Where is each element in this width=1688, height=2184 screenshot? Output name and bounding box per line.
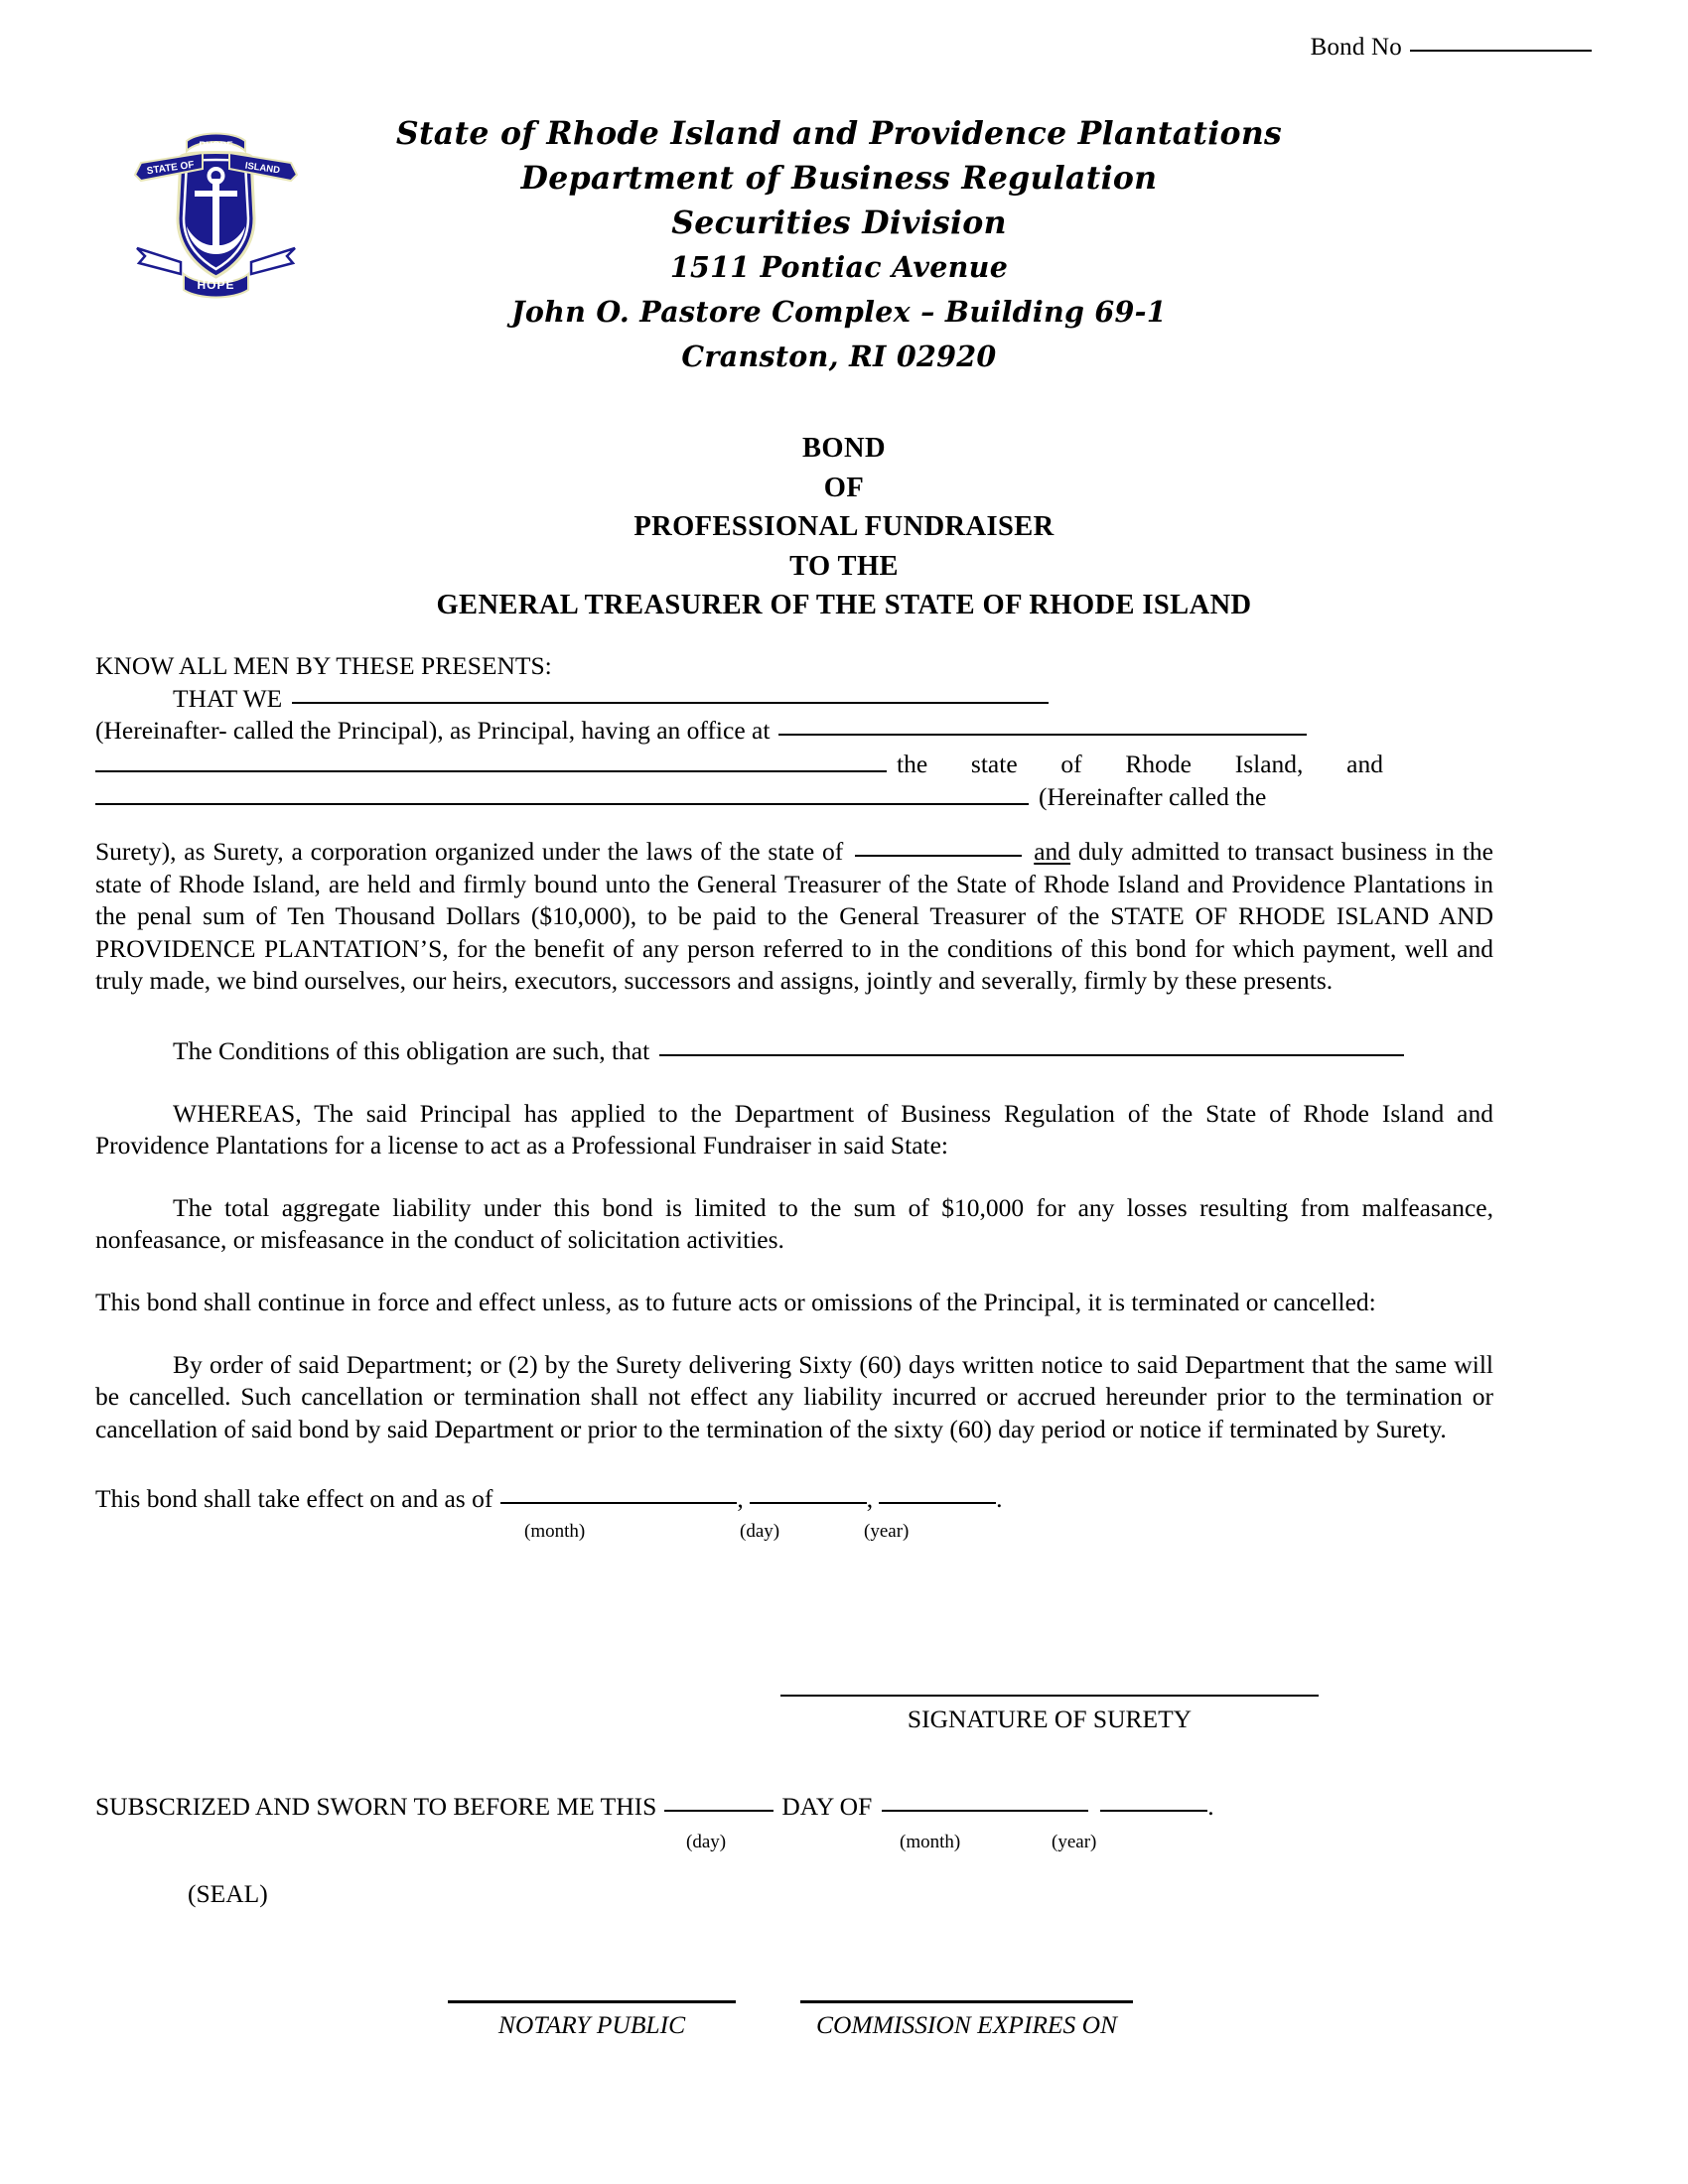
effective-period: . [996,1484,1003,1514]
surety-state-blank[interactable] [855,855,1022,857]
title-line-of: OF [823,472,865,503]
by-order-text: By order of said Department; or (2) by the Surety delivering Sixty (60) days written notice to said Department that the same will be cancelled. Such cancellation or termination shall not effect any liability incurred or accrued hereunder prior to the termination or cancellation of said bond by said Department or prior to the termination of the sixty (60) day period or notice if terminated by Surety. [95,1349,1493,1443]
spacer [95,1068,1493,1098]
sworn-month-blank[interactable] [882,1810,1088,1812]
sworn-sublabel-month: (month) [900,1832,961,1852]
document-body [95,650,1493,1542]
sublabel-day: (day) [740,1520,780,1542]
effective-year-blank[interactable] [879,1502,996,1504]
surety-signature-caption: SIGNATURE OF SURETY [907,1705,1193,1733]
principal-office-blank-1[interactable] [778,734,1307,736]
title-line-general-treasurer: GENERAL TREASURER OF THE STATE OF RHODE ISLAND [436,590,1252,620]
hereinafter-principal-label: (Hereinafter- called the Principal), as Principal, having an office at [95,716,771,746]
office-address-row-2 [95,748,1493,781]
agency-line-division: Securities Division [671,205,1007,241]
surety-paragraph [95,836,1493,998]
whereas-paragraph [95,1098,1493,1162]
spacer [95,998,1493,1035]
sworn-sublabel-year: (year) [1052,1832,1097,1852]
svg-text:STATE OF: STATE OF [146,159,196,178]
surety-and-underlined: and [1034,836,1071,866]
spacer [95,1445,1493,1483]
sworn-statement-row [95,1792,1214,1822]
surety-name-row [95,780,1493,814]
sublabel-year: (year) [864,1520,910,1542]
know-all-men-heading: KNOW ALL MEN BY THESE PRESENTS: [95,651,552,680]
sublabel-month: (month) [524,1520,586,1542]
continue-force-paragraph: This bond shall continue in force and effect unless, as to future acts or omissions of the Principal, it is terminated or cancelled: [95,1287,1376,1316]
commission-expires-caption: COMMISSION EXPIRES ON [815,2010,1118,2039]
bond-number-field [1311,34,1592,62]
svg-text:HOPE: HOPE [197,278,235,292]
sworn-year-blank[interactable] [1100,1810,1207,1812]
spacer [95,1257,1493,1287]
effective-day-blank[interactable] [750,1502,867,1504]
agency-line-department: Department of Business Regulation [520,160,1158,197]
surety-body-text: duly admitted to transact business in the state of Rhode Island, are held and firmly bound unto the General Treasurer of the State of Rhode Island and Providence Plantations in the penal sum of Ten Thousand Dollars ($10,000), to be paid to the General Treasurer of the STATE OF RHODE ISLAND AND PROVIDENCE PLANTATION’S, for the benefit of any person referred to in the conditions of this bond for which payment, well and truly made, we bind ourselves, our heirs, executors, successors and assigns, jointly and severally, firmly by these presents. [95,836,1493,996]
aggregate-text: The total aggregate liability under this bond is limited to the sum of $10,000 for any losses resulting from malfeasance, nonfeasance, or misfeasance in the conduct of solicitation activities. [95,1192,1493,1255]
effective-date-block [95,1483,1493,1542]
bond-number-blank[interactable] [1410,50,1592,52]
hereinafter-called-tail: (Hereinafter called the [1039,782,1267,812]
agency-line-city: Cranston, RI 02920 [681,340,997,373]
surety-name-blank[interactable] [95,780,1029,805]
agency-address [377,111,1301,379]
sworn-dayof-label: DAY OF [781,1792,873,1821]
title-line-to-the: TO THE [789,550,899,582]
conditions-blank[interactable] [659,1054,1404,1056]
surety-signature-blank[interactable] [780,1695,1319,1697]
agency-line-state: State of Rhode Island and Providence Plantations [395,115,1283,152]
title-line-bond: BOND [802,433,886,464]
aggregate-liability-paragraph [95,1192,1493,1257]
surety-intro-text: Surety), as Surety, a corporation organized under the laws of the state of [95,836,844,866]
commission-expires-blank[interactable] [800,2000,1133,2003]
principal-office-blank-2[interactable] [95,748,887,772]
sworn-period: . [1207,1792,1214,1821]
state-seal-icon [129,123,303,300]
sworn-sublabels [95,1832,1493,1857]
notary-public-caption: NOTARY PUBLIC [497,2010,686,2039]
principal-name-blank[interactable] [292,702,1049,704]
principal-office-row [95,715,1493,748]
state-of-ri-tail: the state of Rhode Island, and [897,749,1383,778]
effective-comma-2: , [866,1484,874,1514]
agency-line-street: 1511 Pontiac Avenue [669,250,1009,284]
effective-comma-1: , [737,1484,744,1514]
sworn-day-blank[interactable] [664,1810,774,1812]
that-we-row [95,683,1493,716]
take-effect-label: This bond shall take effect on and as of [95,1484,493,1514]
spacer [95,1319,1493,1349]
svg-text:RHODE: RHODE [199,140,233,151]
sworn-sublabel-day: (day) [686,1832,727,1852]
effective-date-sublabels [95,1516,1493,1542]
effective-month-blank[interactable] [500,1502,737,1504]
spacer [95,814,1493,836]
svg-text:ISLAND: ISLAND [244,160,281,177]
conditions-row [95,1035,1493,1068]
sworn-prefix-label: SUBSCRIZED AND SWORN TO BEFORE ME THIS [95,1792,657,1821]
conditions-label: The Conditions of this obligation are such, that [173,1035,650,1065]
bond-number-label: Bond No [1310,34,1402,61]
whereas-text: WHEREAS, The said Principal has applied to the Department of Business Regulation of the State of Rhode Island and Providence Plantations for a license to act as a Professional Fundraiser in said State: [95,1098,1493,1160]
notary-public-blank[interactable] [448,2000,736,2003]
effective-date-row [95,1483,1493,1516]
that-we-label: THAT WE [173,683,283,713]
seal-placeholder-label: (SEAL) [188,1879,268,1908]
by-order-paragraph [95,1349,1493,1446]
title-line-professional-fundraiser: PROFESSIONAL FUNDRAISER [633,511,1055,542]
spacer [95,1162,1493,1192]
agency-line-complex: John O. Pastore Complex – Building 69-1 [511,295,1167,329]
letterhead [0,111,1688,373]
document-title [0,429,1688,625]
